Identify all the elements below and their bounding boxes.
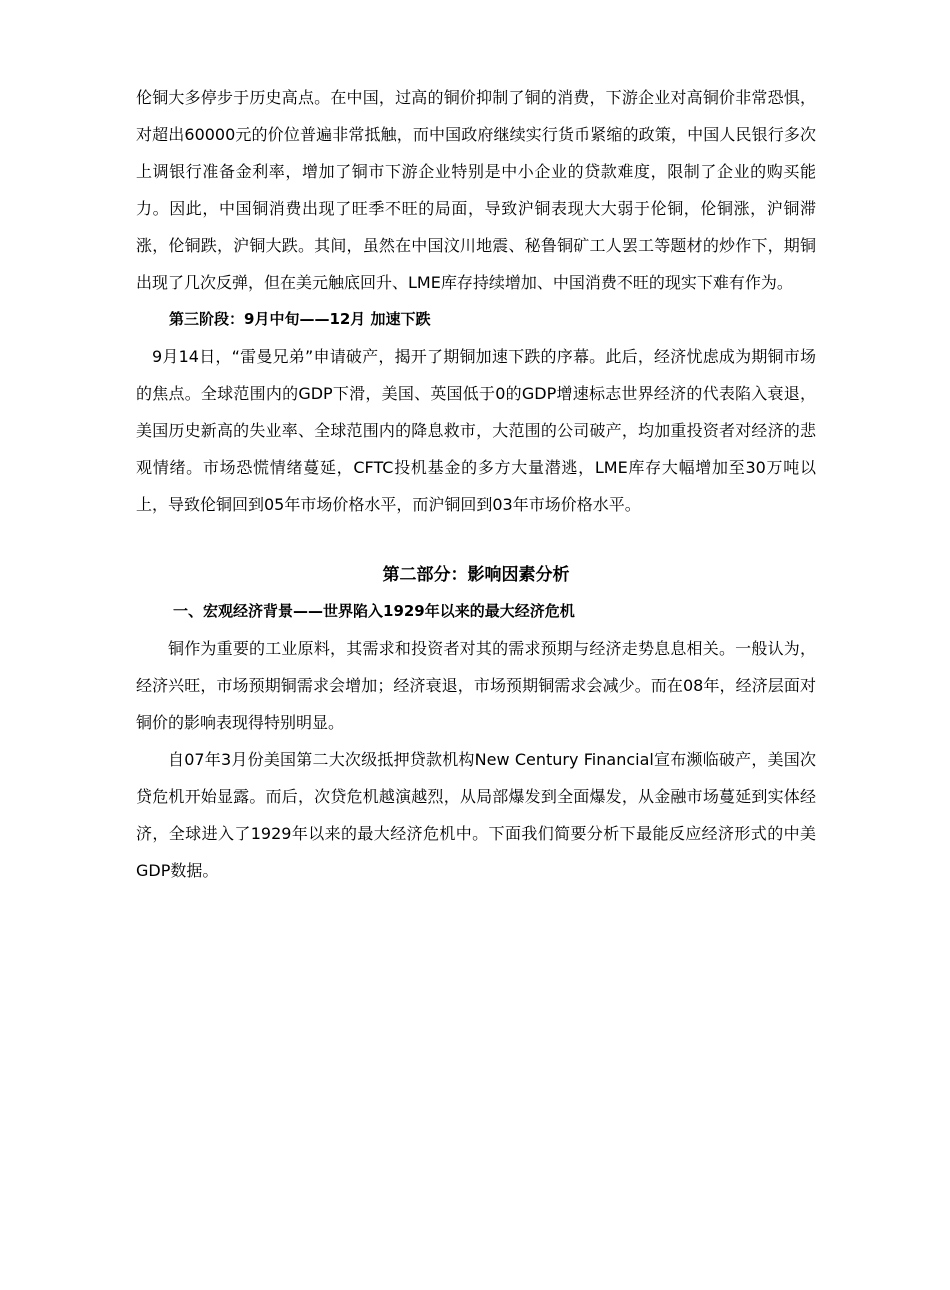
spacer	[136, 523, 816, 557]
paragraph-lehman-bankruptcy: 9月14日，“雷曼兄弟”申请破产，揭开了期铜加速下跌的序幕。此后，经济忧虑成为期铜市场的焦点。全球范围内的GDP下滑，美国、英国低于0的GDP增速标志世界经济的代表陷入衰退，美国历史新高的失业率、全球范围内的降息救市，大范围的公司破产，均加重投资者对经济的悲观情绪。市场恐慌情绪蔓延，CFTC投机基金的多方大量潜逃，LME库存大幅增加至30万吨以上，导致伦铜回到05年市场价格水平，而沪铜回到03年市场价格水平。	[136, 347, 816, 514]
paragraph-copper-demand: 铜作为重要的工业原料，其需求和投资者对其的需求预期与经济走势息息相关。一般认为，经济兴旺，市场预期铜需求会增加；经济衰退，市场预期铜需求会减少。而在08年，经济层面对铜价的影响表现得特别明显。	[136, 639, 816, 732]
paragraph-subprime-crisis: 自07年3月份美国第二大次级抵押贷款机构New Century Financial宣布濒临破产，美国次贷危机开始显露。而后，次贷危机越演越烈，从局部爆发到全面爆发，从金融市场蔓延到实体经济，全球进入了1929年以来的最大经济危机中。下面我们简要分析下最能反应经济形式的中美GDP数据。	[136, 750, 816, 880]
paragraph-copper-consumption: 伦铜大多停步于历史高点。在中国，过高的铜价抑制了铜的消费，下游企业对高铜价非常恐惧，对超出60000元的价位普遍非常抵触，而中国政府继续实行货币紧缩的政策，中国人民银行多次上调银行准备金利率，增加了铜市下游企业特别是中小企业的贷款难度，限制了企业的购买能力。因此，中国铜消费出现了旺季不旺的局面，导致沪铜表现大大弱于伦铜，伦铜涨，沪铜滞涨，伦铜跌，沪铜大跌。其间，虽然在中国汶川地震、秘鲁铜矿工人罢工等题材的炒作下，期铜出现了几次反弹，但在美元触底回升、LME库存持续增加、中国消费不旺的现实下难有作为。	[136, 88, 816, 292]
macro-economy-heading: 一、宏观经济背景——世界陷入1929年以来的最大经济危机	[173, 602, 575, 620]
document-page	[136, 79, 816, 889]
part-two-title: 第二部分：影响因素分析	[382, 565, 570, 585]
stage-three-heading: 第三阶段：9月中旬——12月 加速下跌	[169, 310, 431, 328]
